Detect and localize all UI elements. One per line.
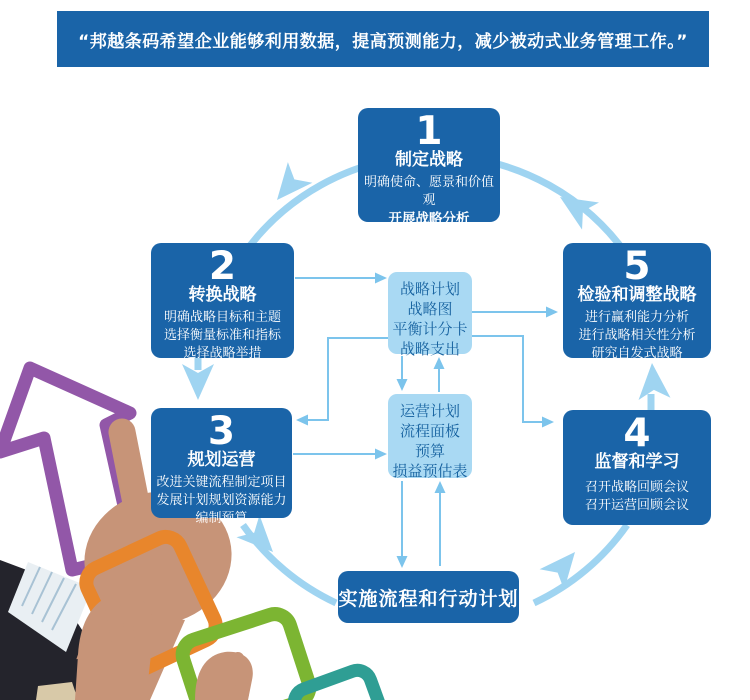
strategy-plan-line: 平衡计分卡 [392, 320, 468, 338]
step-line: 召开战略回顾会议 [584, 479, 689, 495]
connector-arrowhead [397, 379, 408, 391]
step-title: 检验和调整战略 [577, 285, 697, 305]
connector-arrowhead [375, 273, 387, 284]
hand-holding-green [195, 652, 253, 700]
connector-strategy-to-step3 [305, 338, 388, 420]
strategy-plan-line: 战略计划 [399, 280, 460, 298]
connector-strategy-to-step4 [472, 336, 545, 422]
connector-arrowhead [435, 481, 446, 493]
step-line: 明确使命、愿景和价值观 [363, 174, 494, 208]
step-line: 编制预算 [195, 511, 248, 527]
hand-holding-orange [75, 594, 154, 700]
arrowhead-banner-to-step4 [540, 542, 588, 590]
step-number: 4 [623, 411, 651, 456]
step-line: 研究自发式战略 [591, 346, 683, 362]
connector-arrowhead [296, 415, 308, 426]
step-line: 选择衡量标准和指标 [163, 328, 281, 343]
implementation-banner-label: 实施流程和行动计划 [338, 587, 519, 610]
implementation-banner [338, 571, 519, 623]
step-box-4-monitor-and-learn [563, 410, 711, 525]
connector-arrowhead [397, 556, 408, 568]
step-line: 改进关键流程制定项目 [156, 474, 287, 490]
step-box-1-formulate-strategy [358, 108, 500, 246]
strategy-plan-box [388, 272, 472, 358]
step-title: 转换战略 [188, 285, 257, 305]
strategy-plan-line: 战略图 [407, 300, 453, 318]
quote-text: “邦越条码希望企业能够利用数据，提高预测能力，减少被动式业务管理工作。” [78, 31, 688, 52]
operations-plan-line: 流程面板 [399, 422, 460, 440]
connector-arrowhead [542, 417, 554, 428]
step-number: 2 [208, 244, 237, 289]
step-line: 明确战略目标和主题 [163, 309, 281, 325]
step-line: 发展计划规划资源能力 [156, 493, 287, 508]
connector-arrowhead [546, 307, 558, 318]
step-number: 5 [623, 244, 651, 289]
operations-plan-line: 预算 [414, 442, 445, 460]
step-title: 规划运营 [187, 450, 256, 470]
strategy-plan-line: 战略支出 [399, 340, 460, 358]
step-line: 开展战略分析 [388, 211, 470, 228]
arc-bottom-right [534, 525, 627, 603]
step-box-2-translate-strategy [151, 243, 294, 362]
step-line: 召开运营回顾会议 [584, 498, 689, 513]
step-line: 进行战略相关性分析 [578, 328, 696, 343]
step-box-5-test-and-adapt-strategy [563, 243, 711, 362]
operations-plan-line: 运营计划 [399, 402, 460, 420]
step-box-3-plan-operations [151, 408, 292, 527]
connector-arrowhead [375, 449, 387, 460]
step-line: 进行赢利能力分析 [584, 309, 689, 325]
step-number: 3 [207, 409, 236, 454]
step-line: 制定战略 [402, 230, 455, 246]
step-line: 选择战略举措 [183, 346, 262, 362]
step-title: 监督和学习 [594, 452, 680, 472]
operations-plan-line: 损益预估表 [392, 462, 468, 480]
operations-plan-box [388, 394, 472, 478]
step-number: 1 [415, 109, 443, 154]
step-title: 制定战略 [395, 150, 463, 170]
